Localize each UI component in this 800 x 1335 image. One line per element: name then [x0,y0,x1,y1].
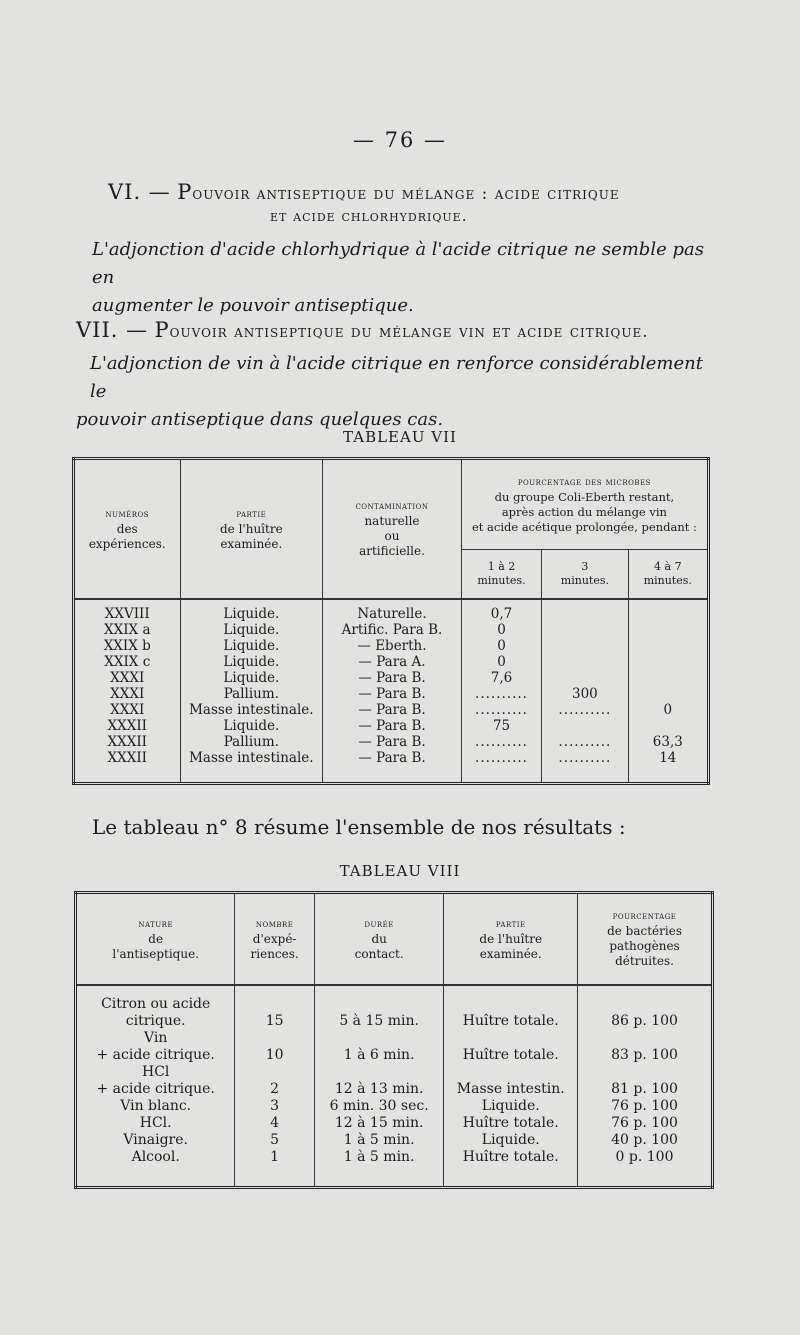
table-cell [542,654,628,670]
table-cell: — Para B. [323,718,462,734]
section-6-text [92,236,722,320]
table-cell: .......... [461,702,541,718]
table-row [74,654,709,670]
t7-header-numeros: numéros des expériences. [74,459,181,600]
table-cell: 0 [663,702,673,718]
section-6-title-line2: et acide chlorhydrique. [270,207,468,225]
table-cell: 0 [461,654,541,670]
table-cell: Naturelle. [323,599,462,622]
table-cell: citrique. [76,1013,235,1030]
table-cell [314,1030,444,1047]
table-cell [444,1030,578,1047]
table-cell: .......... [461,686,541,702]
table-row [76,1081,713,1098]
table-cell: 0 p. 100 [615,1149,674,1165]
table-cell: 4 [235,1115,315,1132]
summary-text: Le tableau n° 8 résume l'ensemble de nos résultats : [92,815,626,839]
table-row [74,718,709,734]
table-cell: XXXI [74,670,181,686]
table-cell: Huître totale. [444,1013,578,1030]
table-cell: XXXI [74,686,181,702]
table-cell: .......... [542,734,628,750]
t7-subheader-2: 3 minutes. [542,550,628,599]
table-cell: 76 p. 100 [611,1115,678,1131]
table-row [74,599,709,622]
section-7-title [76,318,649,342]
table-cell [444,985,578,1013]
table-cell [628,718,708,734]
t8-header-pourcentage: pourcentage de bactéries pathogènes détruites. [578,893,713,986]
table-8-body [76,985,713,1188]
table-row [74,670,709,686]
table-cell: XXXII [74,734,181,750]
table-row [76,1013,713,1030]
table-cell: Pallium. [180,734,323,750]
table-row [74,750,709,784]
table-cell: Citron ou acide [76,985,235,1013]
table-cell: XXXII [74,718,181,734]
table-cell [542,638,628,654]
table-row [76,1047,713,1064]
table-cell: 40 p. 100 [611,1132,678,1148]
table-cell: 300 [542,686,628,702]
table-cell: 83 p. 100 [611,1047,678,1063]
table-row [76,1064,713,1081]
t7-subheader-1: 1 à 2 minutes. [461,550,541,599]
t8-header-nature: nature de l'antiseptique. [76,893,235,986]
table-cell: Vinaigre. [76,1132,235,1149]
table-cell: 86 p. 100 [611,1013,678,1029]
table-cell: 14 [659,750,677,766]
section-7-number: VII. — [76,318,149,342]
table-cell [628,686,708,702]
table-cell [578,1030,713,1047]
table-cell: 63,3 [652,734,683,750]
table-row [76,1115,713,1132]
table-cell [578,1064,713,1081]
table-cell: 1 [235,1149,315,1188]
table-cell: Huître totale. [444,1047,578,1064]
table-cell: XXIX a [74,622,181,638]
table-7 [72,457,710,785]
table-cell: 81 p. 100 [611,1081,678,1097]
table-cell: — Para B. [323,670,462,686]
section-6-text-line2: augmenter le pouvoir antiseptique. [92,295,414,316]
table-cell: Liquide. [444,1098,578,1115]
table-cell: XXVIII [74,599,181,622]
t8-header-nombre: nombre d'expé- riences. [235,893,315,986]
section-6-title [108,180,620,204]
table-cell: XXIX b [74,638,181,654]
table-cell: Liquide. [180,718,323,734]
table-row [76,1098,713,1115]
table-row [76,1149,713,1188]
table-cell: 12 à 15 min. [314,1115,444,1132]
table-cell: .......... [461,734,541,750]
table-cell: + acide citrique. [76,1081,235,1098]
table-row [74,638,709,654]
table-row [76,985,713,1013]
table-cell: Huître totale. [444,1115,578,1132]
table-cell [628,622,708,638]
section-7-title-initial: P [154,318,170,342]
t7-header-contamination: contamination naturelle ou artificielle. [323,459,462,600]
table-cell: — Para A. [323,654,462,670]
table-cell: Artific. Para B. [323,622,462,638]
section-7-text-line2: pouvoir antiseptique dans quelques cas. [76,409,444,430]
section-6-number: VI. — [108,180,171,204]
section-6-text-line1: L'adjonction d'acide chlorhydrique à l'acide citrique ne semble pas en [92,239,704,288]
table-cell: Huître totale. [444,1149,578,1188]
section-7-title-line1: ouvoir antiseptique du mélange vin et acide citrique. [169,322,649,342]
table-cell: Liquide. [180,670,323,686]
table-cell [235,985,315,1013]
table-cell: Masse intestinale. [180,702,323,718]
table-row [74,734,709,750]
table-cell [628,638,708,654]
table-cell: 75 [461,718,541,734]
table-row [74,622,709,638]
table-cell: Vin blanc. [76,1098,235,1115]
table-cell: HCl [76,1064,235,1081]
table-cell [314,1064,444,1081]
table-cell [628,599,708,622]
table-cell: 5 à 15 min. [314,1013,444,1030]
table-cell [542,622,628,638]
table-cell: HCl. [76,1115,235,1132]
table-cell: Liquide. [444,1132,578,1149]
table-cell [235,1064,315,1081]
table-cell: — Para B. [323,702,462,718]
table-cell: Masse intestinale. [180,750,323,784]
table-cell: .......... [461,750,541,784]
table-cell [578,985,713,1013]
table-8-title: TABLEAU VIII [339,862,461,880]
table-cell [542,599,628,622]
section-6-title-line1: ouvoir antiseptique du mélange : acide citrique [192,184,620,204]
table-cell [542,718,628,734]
table-cell: 5 [235,1132,315,1149]
t8-header-duree: durée du contact. [314,893,444,986]
table-cell: XXIX c [74,654,181,670]
table-cell: XXXII [74,750,181,784]
table-cell: 12 à 13 min. [314,1081,444,1098]
table-cell [235,1030,315,1047]
table-cell: Liquide. [180,622,323,638]
table-cell: 0,7 [461,599,541,622]
table-cell: 76 p. 100 [611,1098,678,1114]
table-cell: 7,6 [461,670,541,686]
table-cell: — Eberth. [323,638,462,654]
table-cell: 1 à 5 min. [314,1132,444,1149]
table-cell [628,654,708,670]
t7-header-partie: partie de l'huître examinée. [180,459,323,600]
table-cell: — Para B. [323,750,462,784]
table-row [76,1132,713,1149]
section-7-text [76,350,716,434]
table-cell: 15 [235,1013,315,1030]
table-row [76,1030,713,1047]
table-cell: Masse intestin. [444,1081,578,1098]
section-6-title-initial: P [177,180,193,204]
table-cell: Pallium. [180,686,323,702]
page-number: — 76 — [352,128,448,152]
table-cell: — Para B. [323,686,462,702]
table-cell: — Para B. [323,734,462,750]
table-cell: Liquide. [180,638,323,654]
table-cell [628,670,708,686]
table-cell: Alcool. [76,1149,235,1188]
table-row [74,686,709,702]
table-cell: .......... [542,750,628,784]
table-cell: XXXI [74,702,181,718]
table-row [74,702,709,718]
table-cell [314,985,444,1013]
table-8 [74,891,714,1189]
table-cell: Liquide. [180,599,323,622]
table-cell: .......... [542,702,628,718]
table-cell [542,670,628,686]
table-cell: + acide citrique. [76,1047,235,1064]
table-cell: Liquide. [180,654,323,670]
table-7-title: TABLEAU VII [343,428,457,446]
table-cell [444,1064,578,1081]
table-cell: 2 [235,1081,315,1098]
table-cell: 0 [461,622,541,638]
table-cell: Vin [76,1030,235,1047]
t7-header-pourcentage: pourcentage des microbes du groupe Coli-Eberth restant, après action du mélange vin et acide acétique prolongée, pendant : [461,459,708,550]
t8-header-partie: partie de l'huître examinée. [444,893,578,986]
table-cell: 1 à 5 min. [314,1149,444,1188]
table-cell: 6 min. 30 sec. [314,1098,444,1115]
table-7-body [74,599,709,784]
section-7-text-line1: L'adjonction de vin à l'acide citrique en renforce considérablement le [90,353,703,402]
table-cell: 3 [235,1098,315,1115]
t7-subheader-3: 4 à 7 minutes. [628,550,708,599]
table-cell: 0 [461,638,541,654]
table-cell: 10 [235,1047,315,1064]
table-cell: 1 à 6 min. [314,1047,444,1064]
